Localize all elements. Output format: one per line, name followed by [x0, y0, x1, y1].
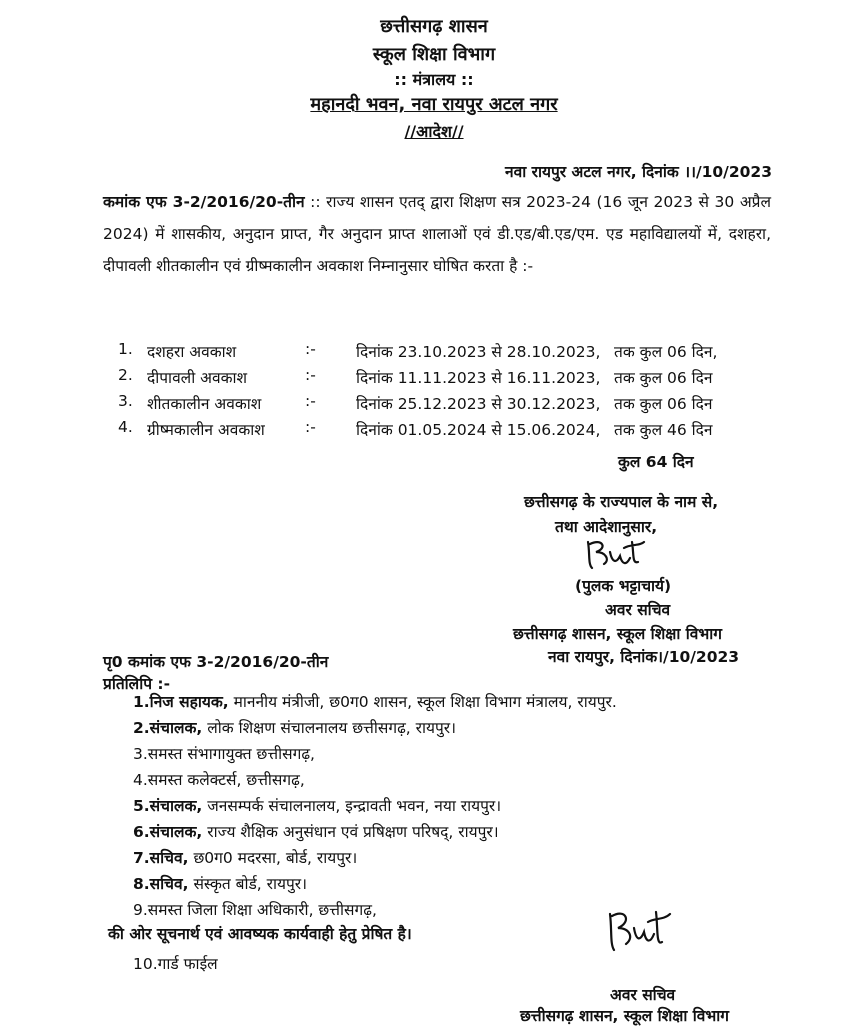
copy-item-recipient: 1.निज सहायक,: [133, 693, 229, 711]
order-ref: कमांक एफ 3-2/2016/20-तीन: [103, 193, 305, 211]
copy-item-10: 10.गार्ड फाईल: [133, 955, 218, 973]
endorsement-ref: पृ0 कमांक एफ 3-2/2016/20-तीन: [103, 653, 329, 671]
copy-item: [133, 898, 377, 920]
signature1-designation: अवर सचिव: [605, 601, 671, 619]
holiday-name: शीतकालीन अवकाश: [147, 395, 262, 413]
header-line-address: महानदी भवन, नवा रायपुर अटल नगर: [310, 94, 558, 115]
holiday-num: 4.: [118, 418, 133, 436]
copy-item-text: लोक शिक्षण संचालनालय छत्तीसगढ़, रायपुर।: [202, 719, 457, 737]
holiday-num: 3.: [118, 392, 133, 410]
copy-item-text: राज्य शैक्षिक अनुसंधान एवं प्रषिक्षण परिषद्, रायपुर।: [202, 823, 499, 841]
copy-item: [133, 690, 617, 712]
holiday-name: दीपावली अवकाश: [147, 369, 248, 387]
copy-item-recipient: 6.संचालक,: [133, 823, 203, 841]
grand-total: कुल 64 दिन: [618, 453, 694, 471]
signature1-image: [580, 534, 650, 574]
signature2-dept: छत्तीसगढ़ शासन, स्कूल शिक्षा विभाग: [520, 1007, 730, 1025]
copy-item-recipient: 7.सचिव,: [133, 849, 189, 867]
signature1-dept: छत्तीसगढ़ शासन, स्कूल शिक्षा विभाग: [513, 625, 723, 643]
copy-item: [133, 794, 501, 816]
copy-item: [133, 820, 499, 842]
holiday-dates: दिनांक 23.10.2023 से 28.10.2023,: [356, 343, 601, 361]
endorsement-copy-label: प्रतिलिपि :-: [103, 675, 171, 693]
holiday-total: तक कुल 46 दिन: [614, 421, 713, 439]
holiday-dates: दिनांक 25.12.2023 से 30.12.2023,: [356, 395, 601, 413]
signature2-image: [600, 906, 675, 958]
signature1-line2: तथा आदेशानुसार,: [555, 518, 658, 536]
holiday-num: 2.: [118, 366, 133, 384]
header-line-order: //आदेश//: [404, 122, 464, 141]
copy-item-text: छ0ग0 मदरसा, बोर्ड, रायपुर।: [188, 849, 358, 867]
copy-item-recipient: 2.संचालक,: [133, 719, 203, 737]
forward-note: की ओर सूचनार्थ एवं आवष्यक कार्यवाही हेतु प्रेषित है।: [108, 925, 412, 943]
holiday-total: तक कुल 06 दिन: [614, 369, 713, 387]
header-line-dept: स्कूल शिक्षा विभाग: [372, 44, 496, 65]
signature2-designation: अवर सचिव: [610, 986, 676, 1004]
header-line-govt: छत्तीसगढ़ शासन: [380, 16, 488, 37]
holiday-dates: दिनांक 01.05.2024 से 15.06.2024,: [356, 421, 601, 439]
holiday-name: दशहरा अवकाश: [147, 343, 237, 361]
copy-item-recipient: 5.संचालक,: [133, 797, 203, 815]
holiday-total: तक कुल 06 दिन,: [614, 343, 718, 361]
copy-item-text: 4.समस्त कलेक्टर्स, छत्तीसगढ़,: [133, 771, 305, 789]
copy-item-recipient: 8.सचिव,: [133, 875, 189, 893]
copy-item-text: 9.समस्त जिला शिक्षा अधिकारी, छत्तीसगढ़,: [133, 901, 377, 919]
copy-item: [133, 846, 357, 868]
holiday-separator: :-: [305, 340, 316, 358]
order-body: :: राज्य शासन एतद् द्वारा शिक्षण सत्र 2023-24 (16 जून 2023 से 30 अप्रैल 2024) में शासकीय, अनुदान प्राप्त, गैर अनुदान प्राप्त शालाओं एवं डी.एड/बी.एड/एम. एड महाविद्यालयों में, दशहरा, दीपावली शीतकालीन एवं ग्रीष्मकालीन अवकाश निम्नानुसार घोषित करता है :-: [103, 193, 771, 275]
holiday-separator: :-: [305, 366, 316, 384]
holiday-total: तक कुल 06 दिन: [614, 395, 713, 413]
holiday-separator: :-: [305, 392, 316, 410]
order-paragraph: [103, 186, 771, 282]
copy-item-text: जनसम्पर्क संचालनालय, इन्द्रावती भवन, नया रायपुर।: [202, 797, 502, 815]
copy-item: [133, 716, 456, 738]
signature1-line1: छत्तीसगढ़ के राज्यपाल के नाम से,: [524, 493, 719, 511]
signature1-name: (पुलक भट्टाचार्य): [575, 577, 672, 595]
holiday-dates: दिनांक 11.11.2023 से 16.11.2023,: [356, 369, 601, 387]
copy-item-text: संस्कृत बोर्ड, रायपुर।: [188, 875, 307, 893]
holiday-num: 1.: [118, 340, 133, 358]
signature1-date: नवा रायपुर, दिनांक।/10/2023: [548, 648, 740, 666]
place-date: नवा रायपुर अटल नगर, दिनांक ।।/10/2023: [505, 163, 772, 181]
copy-item: [133, 742, 315, 764]
copy-item-text: माननीय मंत्रीजी, छ0ग0 शासन, स्कूल शिक्षा विभाग मंत्रालय, रायपुर.: [228, 693, 617, 711]
copy-item: [133, 768, 305, 790]
holiday-name: ग्रीष्मकालीन अवकाश: [147, 421, 265, 439]
copy-item: [133, 872, 307, 894]
holiday-separator: :-: [305, 418, 316, 436]
copy-item-text: 3.समस्त संभागायुक्त छत्तीसगढ़,: [133, 745, 315, 763]
header-line-ministry: :: मंत्रालय ::: [394, 70, 474, 89]
